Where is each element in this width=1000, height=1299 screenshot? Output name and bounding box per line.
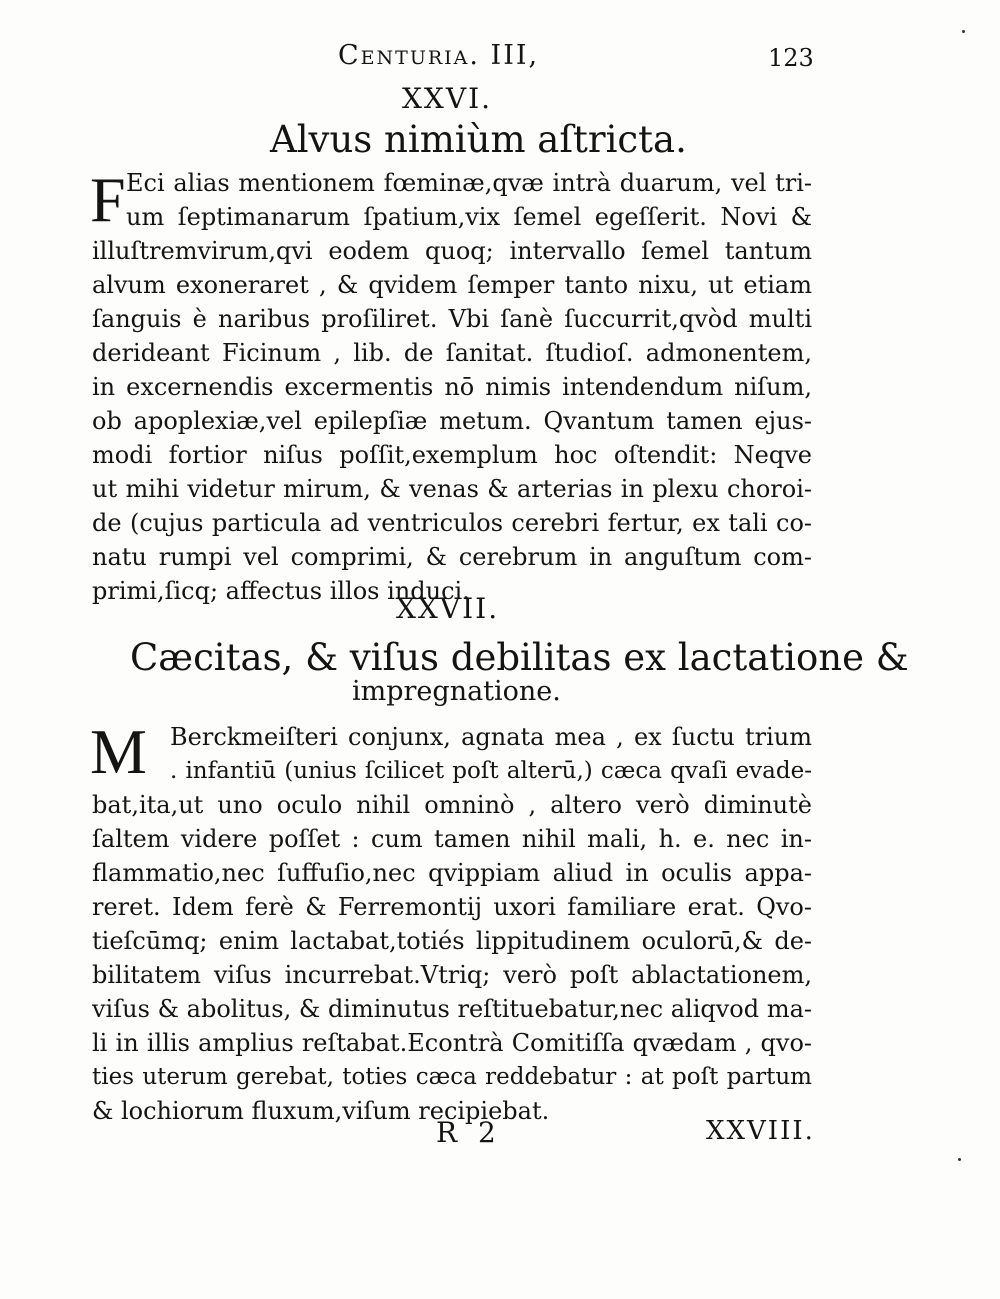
text-line: ut mihi videtur mirum, & venas & arterias in plexu choroi-	[92, 475, 812, 503]
running-head: Centuria. III,	[338, 40, 540, 71]
text-line: li in illis amplius reſtabat.Econtrà Comitiſſa qvædam , qvo-	[92, 1029, 812, 1057]
section-26-dropcap: F	[90, 164, 126, 235]
section-27-dropcap: M	[90, 716, 147, 787]
catchword: XXVIII.	[706, 1116, 815, 1146]
text-line: viſus & abolitus, & diminutus reſtituebatur,nec aliqvod ma-	[92, 995, 812, 1023]
text-line: bat,ita,ut uno oculo nihil omninò , altero verò diminutè	[92, 791, 812, 819]
section-26-body	[92, 166, 812, 608]
section-26-title: Alvus nimiùm aſtricta.	[270, 118, 687, 161]
text-line: reret. Idem ferè & Ferremontij uxori familiare erat. Qvo-	[92, 893, 812, 921]
text-line: illuſtremvirum,qvi eodem quoq; intervallo ſemel tantum	[92, 237, 812, 265]
section-26-number: XXVI.	[402, 82, 493, 115]
text-line: ties uterum gerebat, toties cæca reddebatur : at poſt partum	[92, 1064, 812, 1090]
text-line: in excernendis excermentis nō nimis intendendum niſum,	[92, 373, 812, 401]
text-line: ſanguis è naribus proſiliret. Vbi ſanè ſuccurrit,qvòd multi	[92, 305, 812, 333]
section-27-title: Cæcitas, & viſus debilitas ex lactatione &	[130, 636, 909, 679]
text-line: primi,ſicq; affectus illos induci.	[92, 577, 470, 605]
text-line: de (cujus particula ad ventriculos cerebri fertur, ex tali co-	[92, 509, 812, 537]
text-line: modi fortior niſus poſſit,exemplum hoc oſtendit: Neqve	[92, 441, 812, 469]
text-line: Berckmeiſteri conjunx, agnata mea , ex ſuctu trium	[170, 723, 812, 751]
text-line: um ſeptimanarum ſpatium,vix ſemel egeſſerit. Novi &	[126, 203, 812, 231]
text-line: & lochiorum fluxum,viſum recipiebat.	[92, 1097, 550, 1125]
section-27-body	[90, 716, 812, 1128]
ink-speck	[958, 1158, 961, 1161]
text-line: bilitatem viſus incurrebat.Vtriq; verò poſt ablactationem,	[92, 961, 812, 989]
section-27-subtitle: impregnatione.	[352, 676, 561, 707]
text-line: derideant Ficinum , lib. de ſanitat. ſtudioſ. admonentem,	[92, 339, 812, 367]
text-line: ob apoplexiæ,vel epilepſiæ metum. Qvantum tamen ejus-	[92, 407, 812, 435]
text-line: alvum exoneraret , & qvidem ſemper tanto nixu, ut etiam	[92, 271, 812, 299]
text-line: . infantiū (unius ſcilicet poſt alterū,) cæca qvaſi evade-	[170, 758, 812, 784]
text-line: tieſcūmq; enim lactabat,totiés lippitudinem oculorū,& de-	[92, 927, 812, 955]
text-line: flammatio,nec ſuffuſio,nec qvippiam aliud in oculis appa-	[92, 859, 812, 887]
text-line: natu rumpi vel comprimi, & cerebrum in anguſtum com-	[92, 543, 812, 571]
text-line: Eci alias mentionem fœminæ,qvæ intrà duarum, vel tri-	[126, 169, 812, 197]
signature-mark: R 2	[436, 1116, 502, 1149]
section-27-number: XXVII.	[396, 592, 500, 625]
text-line: ſaltem videre poſſet : cum tamen nihil mali, h. e. nec in-	[92, 825, 812, 853]
ink-speck	[962, 30, 965, 33]
page-number: 123	[768, 44, 814, 72]
